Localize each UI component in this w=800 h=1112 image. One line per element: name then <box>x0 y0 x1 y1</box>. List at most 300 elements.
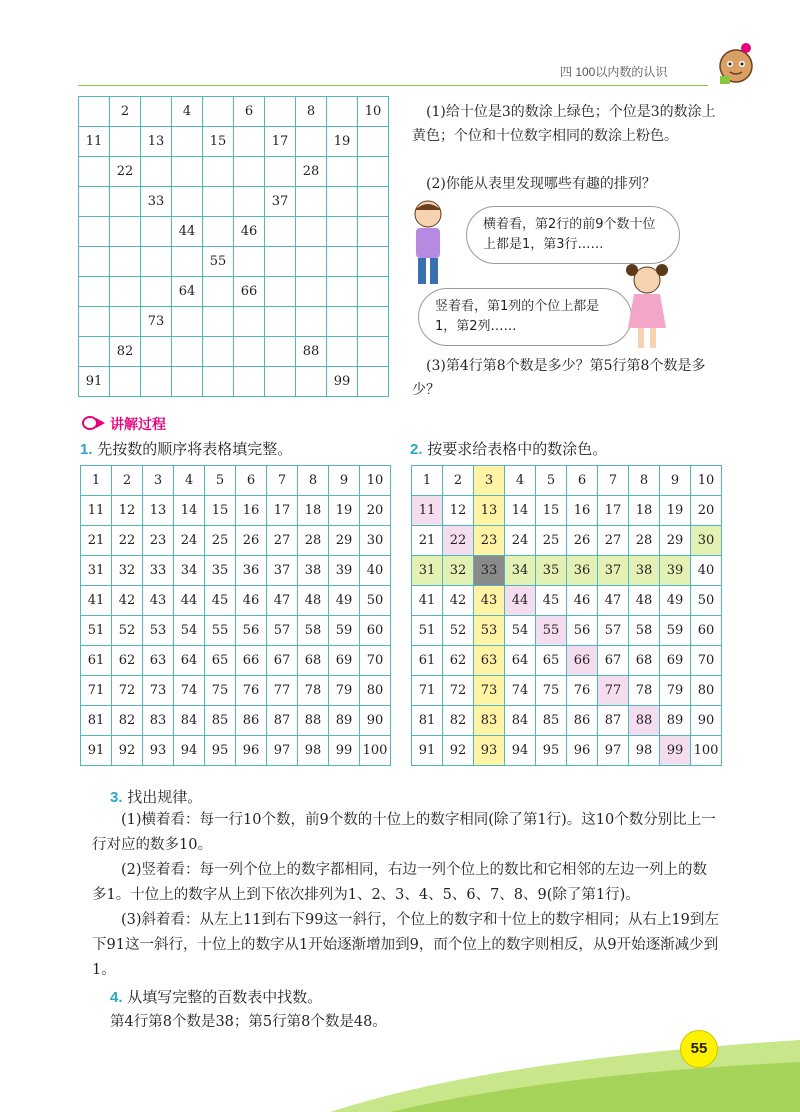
table-row <box>79 307 389 337</box>
table-cell: 71 <box>81 676 112 706</box>
table-cell: 87 <box>267 706 298 736</box>
table-cell: 8 <box>629 466 660 496</box>
table-cell: 77 <box>267 676 298 706</box>
table-cell: 69 <box>660 646 691 676</box>
table-cell <box>358 187 389 217</box>
table-cell: 79 <box>660 676 691 706</box>
table-cell: 97 <box>598 736 629 766</box>
table-cell: 73 <box>141 307 172 337</box>
table-cell <box>234 307 265 337</box>
table-cell: 70 <box>360 646 391 676</box>
table-cell: 40 <box>691 556 722 586</box>
table-cell: 36 <box>567 556 598 586</box>
table-cell: 19 <box>660 496 691 526</box>
table-cell: 90 <box>691 706 722 736</box>
table-cell: 11 <box>79 127 110 157</box>
table-row <box>79 247 389 277</box>
table-row <box>79 157 389 187</box>
table-cell: 18 <box>629 496 660 526</box>
table-cell: 62 <box>443 646 474 676</box>
table-cell: 17 <box>598 496 629 526</box>
table-cell: 29 <box>660 526 691 556</box>
table-cell <box>141 97 172 127</box>
step-2-heading <box>410 438 607 459</box>
table-cell: 99 <box>329 736 360 766</box>
question-1: (1)给十位是3的数涂上绿色；个位是3的数涂上黄色；个位和十位数字相同的数涂上粉色。 <box>412 104 716 144</box>
table-cell: 13 <box>141 127 172 157</box>
table-row <box>79 367 389 397</box>
table-cell <box>358 217 389 247</box>
table-cell: 4 <box>174 466 205 496</box>
table-cell <box>172 367 203 397</box>
step-4-answer: 第4行第8个数是38；第5行第8个数是48。 <box>110 1014 387 1030</box>
page-number: 55 <box>680 1030 718 1068</box>
table-row <box>412 736 722 766</box>
table-cell: 78 <box>298 676 329 706</box>
table-cell: 37 <box>265 187 296 217</box>
table-cell: 12 <box>112 496 143 526</box>
table-cell <box>296 187 327 217</box>
table-cell: 1 <box>412 466 443 496</box>
table-row <box>79 217 389 247</box>
table-cell: 97 <box>267 736 298 766</box>
table-cell: 92 <box>443 736 474 766</box>
step-3-heading <box>110 786 202 807</box>
table-cell: 55 <box>203 247 234 277</box>
table-cell: 63 <box>474 646 505 676</box>
table-cell: 46 <box>234 217 265 247</box>
table-cell: 49 <box>329 586 360 616</box>
table-row <box>79 127 389 157</box>
table-cell: 74 <box>505 676 536 706</box>
table-cell: 46 <box>567 586 598 616</box>
table-cell: 88 <box>298 706 329 736</box>
table-cell <box>327 247 358 277</box>
table-cell <box>234 157 265 187</box>
table-cell <box>296 367 327 397</box>
table-cell: 23 <box>143 526 174 556</box>
table-cell: 3 <box>474 466 505 496</box>
table-cell <box>141 217 172 247</box>
table-cell <box>172 337 203 367</box>
table-cell <box>296 277 327 307</box>
table-cell <box>172 247 203 277</box>
table-cell: 44 <box>505 586 536 616</box>
table-cell <box>234 187 265 217</box>
table-cell: 77 <box>598 676 629 706</box>
table-cell: 96 <box>236 736 267 766</box>
step-1-heading <box>80 438 292 459</box>
table-cell: 58 <box>298 616 329 646</box>
table-row <box>81 466 391 496</box>
table-cell: 15 <box>203 127 234 157</box>
table-cell: 51 <box>81 616 112 646</box>
table-cell <box>141 367 172 397</box>
chapter-header: 四 100以内数的认识 <box>560 65 668 79</box>
table-cell: 100 <box>360 736 391 766</box>
step-4-number: 4. <box>110 989 123 1006</box>
table-cell <box>296 127 327 157</box>
table-cell <box>110 187 141 217</box>
table-cell: 84 <box>174 706 205 736</box>
table-row <box>79 277 389 307</box>
table-cell: 35 <box>205 556 236 586</box>
table-cell: 28 <box>296 157 327 187</box>
table-row <box>81 556 391 586</box>
table-cell: 81 <box>412 706 443 736</box>
table-cell: 28 <box>298 526 329 556</box>
table-cell: 75 <box>536 676 567 706</box>
table-cell: 22 <box>443 526 474 556</box>
speech-bubble-girl: 竖着看，第1列的个位上都是1，第2列…… <box>418 288 632 346</box>
table-cell: 53 <box>474 616 505 646</box>
table-cell: 76 <box>567 676 598 706</box>
table-cell: 26 <box>567 526 598 556</box>
table-cell: 10 <box>360 466 391 496</box>
table-cell: 27 <box>598 526 629 556</box>
table-cell <box>172 187 203 217</box>
table-cell: 37 <box>598 556 629 586</box>
table-cell: 47 <box>267 586 298 616</box>
table-cell <box>265 307 296 337</box>
table-cell: 72 <box>443 676 474 706</box>
table-cell: 59 <box>660 616 691 646</box>
table-cell: 84 <box>505 706 536 736</box>
table-cell: 32 <box>443 556 474 586</box>
step-3-text: 找出规律。 <box>127 788 203 806</box>
table-cell <box>358 337 389 367</box>
table-cell <box>265 247 296 277</box>
table-cell: 71 <box>412 676 443 706</box>
table-cell: 33 <box>141 187 172 217</box>
table-cell <box>327 307 358 337</box>
table-cell: 47 <box>598 586 629 616</box>
table-cell: 64 <box>505 646 536 676</box>
table-cell <box>110 127 141 157</box>
table-cell: 98 <box>298 736 329 766</box>
colored-hundred-chart <box>411 465 722 766</box>
table-cell: 19 <box>327 127 358 157</box>
table-cell: 72 <box>112 676 143 706</box>
pattern-horizontal: (1)横着看：每一行10个数，前9个数的十位上的数字相同(除了第1行)。这10个数分别比上一行对应的数多10。 <box>92 812 716 853</box>
table-cell: 42 <box>112 586 143 616</box>
table-cell: 48 <box>629 586 660 616</box>
table-cell: 22 <box>110 157 141 187</box>
table-row <box>81 616 391 646</box>
table-cell: 80 <box>360 676 391 706</box>
table-cell: 6 <box>234 97 265 127</box>
table-cell: 31 <box>81 556 112 586</box>
partial-hundred-chart <box>78 96 389 397</box>
table-cell: 82 <box>443 706 474 736</box>
section-arrow-icon <box>82 416 106 430</box>
table-cell <box>358 157 389 187</box>
table-cell <box>327 217 358 247</box>
table-cell: 16 <box>236 496 267 526</box>
pattern-vertical: (2)竖着看：每一列个位上的数字都相同，右边一列个位上的数比和它相邻的左边一列上的数多1。十位上的数字从上到下依次排列为1、2、3、4、5、6、7、8、9(除了第1行)。 <box>92 862 708 903</box>
table-cell: 75 <box>205 676 236 706</box>
table-row <box>81 646 391 676</box>
table-cell: 83 <box>474 706 505 736</box>
table-cell: 56 <box>236 616 267 646</box>
table-cell: 8 <box>296 97 327 127</box>
table-cell: 93 <box>143 736 174 766</box>
table-cell <box>110 247 141 277</box>
table-cell: 26 <box>236 526 267 556</box>
table-cell <box>265 97 296 127</box>
table-cell <box>296 217 327 247</box>
table-row <box>412 466 722 496</box>
table-cell: 85 <box>536 706 567 736</box>
table-cell: 2 <box>110 97 141 127</box>
table-cell: 99 <box>660 736 691 766</box>
table-cell: 5 <box>536 466 567 496</box>
table-cell <box>234 337 265 367</box>
table-cell: 98 <box>629 736 660 766</box>
table-cell: 28 <box>629 526 660 556</box>
table-cell <box>79 307 110 337</box>
table-cell: 68 <box>298 646 329 676</box>
table-cell: 100 <box>691 736 722 766</box>
table-cell: 7 <box>267 466 298 496</box>
table-cell: 11 <box>81 496 112 526</box>
table-cell: 17 <box>265 127 296 157</box>
table-cell <box>265 157 296 187</box>
table-cell <box>110 307 141 337</box>
table-cell: 64 <box>174 646 205 676</box>
table-cell <box>79 247 110 277</box>
table-row <box>412 526 722 556</box>
table-cell: 52 <box>443 616 474 646</box>
table-cell <box>327 187 358 217</box>
table-row <box>81 586 391 616</box>
table-cell: 35 <box>536 556 567 586</box>
table-cell: 41 <box>412 586 443 616</box>
boy-illustration <box>406 198 450 294</box>
table-cell: 15 <box>205 496 236 526</box>
table-cell: 50 <box>691 586 722 616</box>
table-cell: 67 <box>267 646 298 676</box>
table-cell: 66 <box>234 277 265 307</box>
table-cell: 11 <box>412 496 443 526</box>
table-cell: 45 <box>536 586 567 616</box>
step-4-heading <box>110 986 322 1007</box>
table-cell: 25 <box>205 526 236 556</box>
table-cell: 80 <box>691 676 722 706</box>
table-cell <box>234 247 265 277</box>
table-cell: 16 <box>567 496 598 526</box>
table-cell: 21 <box>81 526 112 556</box>
table-cell: 78 <box>629 676 660 706</box>
table-cell: 20 <box>360 496 391 526</box>
table-row <box>412 616 722 646</box>
table-cell: 21 <box>412 526 443 556</box>
table-cell <box>358 307 389 337</box>
table-row <box>412 676 722 706</box>
table-cell: 57 <box>267 616 298 646</box>
table-cell <box>296 307 327 337</box>
table-cell: 76 <box>236 676 267 706</box>
table-cell <box>358 367 389 397</box>
table-cell: 90 <box>360 706 391 736</box>
table-cell: 88 <box>629 706 660 736</box>
table-row <box>81 706 391 736</box>
table-cell <box>172 127 203 157</box>
table-row <box>79 187 389 217</box>
table-cell: 32 <box>112 556 143 586</box>
table-cell: 13 <box>474 496 505 526</box>
table-cell: 49 <box>660 586 691 616</box>
table-cell: 66 <box>567 646 598 676</box>
table-cell: 33 <box>143 556 174 586</box>
question-3: (3)第4行第8个数是多少？第5行第8个数是多少？ <box>412 358 706 398</box>
table-cell: 89 <box>660 706 691 736</box>
table-cell: 20 <box>691 496 722 526</box>
table-cell: 8 <box>298 466 329 496</box>
table-cell: 7 <box>598 466 629 496</box>
table-cell: 44 <box>172 217 203 247</box>
table-cell <box>79 217 110 247</box>
table-cell <box>79 337 110 367</box>
table-cell <box>265 217 296 247</box>
step-1-number: 1. <box>80 441 93 458</box>
table-cell: 43 <box>143 586 174 616</box>
table-cell: 54 <box>174 616 205 646</box>
table-cell <box>265 277 296 307</box>
table-cell: 4 <box>172 97 203 127</box>
table-cell: 24 <box>505 526 536 556</box>
table-cell: 62 <box>112 646 143 676</box>
table-cell: 12 <box>443 496 474 526</box>
table-cell: 46 <box>236 586 267 616</box>
table-cell: 61 <box>81 646 112 676</box>
table-cell: 44 <box>174 586 205 616</box>
table-cell: 53 <box>143 616 174 646</box>
table-cell <box>79 187 110 217</box>
table-cell: 55 <box>205 616 236 646</box>
table-cell: 30 <box>360 526 391 556</box>
table-cell: 69 <box>329 646 360 676</box>
table-cell: 13 <box>143 496 174 526</box>
table-cell <box>172 307 203 337</box>
table-cell: 6 <box>567 466 598 496</box>
table-cell: 5 <box>205 466 236 496</box>
table-cell: 14 <box>174 496 205 526</box>
table-cell <box>327 157 358 187</box>
table-row <box>412 556 722 586</box>
table-cell <box>358 247 389 277</box>
table-cell: 94 <box>174 736 205 766</box>
table-cell <box>203 217 234 247</box>
table-cell: 2 <box>443 466 474 496</box>
table-row <box>79 97 389 127</box>
table-cell <box>203 367 234 397</box>
table-cell <box>203 157 234 187</box>
table-cell: 4 <box>505 466 536 496</box>
table-cell: 31 <box>412 556 443 586</box>
table-cell <box>141 157 172 187</box>
table-cell: 83 <box>143 706 174 736</box>
table-row <box>412 496 722 526</box>
mascot-icon <box>712 40 760 88</box>
table-cell: 82 <box>110 337 141 367</box>
table-cell <box>203 337 234 367</box>
table-cell <box>203 97 234 127</box>
table-cell: 43 <box>474 586 505 616</box>
table-cell: 63 <box>143 646 174 676</box>
table-cell: 79 <box>329 676 360 706</box>
table-cell: 10 <box>358 97 389 127</box>
table-row <box>412 646 722 676</box>
step-4-text: 从填写完整的百数表中找数。 <box>127 988 323 1006</box>
table-cell: 66 <box>236 646 267 676</box>
table-cell: 65 <box>536 646 567 676</box>
table-cell: 27 <box>267 526 298 556</box>
question-2: (2)你能从表里发现哪些有趣的排列？ <box>426 176 656 192</box>
table-cell: 57 <box>598 616 629 646</box>
table-row <box>81 496 391 526</box>
table-cell: 89 <box>329 706 360 736</box>
table-cell: 59 <box>329 616 360 646</box>
step-2-text: 按要求给表格中的数涂色。 <box>427 440 608 458</box>
table-cell: 58 <box>629 616 660 646</box>
table-cell <box>79 277 110 307</box>
table-cell: 92 <box>112 736 143 766</box>
table-cell: 17 <box>267 496 298 526</box>
table-cell <box>358 127 389 157</box>
table-row <box>81 526 391 556</box>
table-cell: 34 <box>174 556 205 586</box>
table-cell: 25 <box>536 526 567 556</box>
table-cell: 82 <box>112 706 143 736</box>
table-cell <box>265 337 296 367</box>
table-row <box>81 676 391 706</box>
table-cell: 81 <box>81 706 112 736</box>
step-1-text: 先按数的顺序将表格填完整。 <box>97 440 293 458</box>
table-cell: 15 <box>536 496 567 526</box>
table-cell: 54 <box>505 616 536 646</box>
header-rule <box>78 85 708 86</box>
table-cell: 88 <box>296 337 327 367</box>
girl-illustration <box>622 262 672 352</box>
speech-bubble-boy: 横着看，第2行的前9个数十位上都是1，第3行…… <box>466 206 680 264</box>
table-row <box>79 337 389 367</box>
table-cell: 96 <box>567 736 598 766</box>
table-cell <box>203 307 234 337</box>
table-cell: 60 <box>691 616 722 646</box>
table-cell: 18 <box>298 496 329 526</box>
table-cell: 73 <box>143 676 174 706</box>
table-cell: 93 <box>474 736 505 766</box>
table-cell: 2 <box>112 466 143 496</box>
table-cell: 33 <box>474 556 505 586</box>
table-cell: 94 <box>505 736 536 766</box>
table-cell <box>265 367 296 397</box>
table-cell: 38 <box>629 556 660 586</box>
table-cell: 67 <box>598 646 629 676</box>
table-cell <box>141 247 172 277</box>
table-cell <box>327 97 358 127</box>
table-cell: 91 <box>81 736 112 766</box>
table-cell: 37 <box>267 556 298 586</box>
table-cell <box>296 247 327 277</box>
table-cell: 22 <box>112 526 143 556</box>
table-cell: 85 <box>205 706 236 736</box>
footer-wave <box>330 1040 800 1112</box>
table-cell <box>203 277 234 307</box>
table-cell <box>110 277 141 307</box>
table-cell <box>79 97 110 127</box>
